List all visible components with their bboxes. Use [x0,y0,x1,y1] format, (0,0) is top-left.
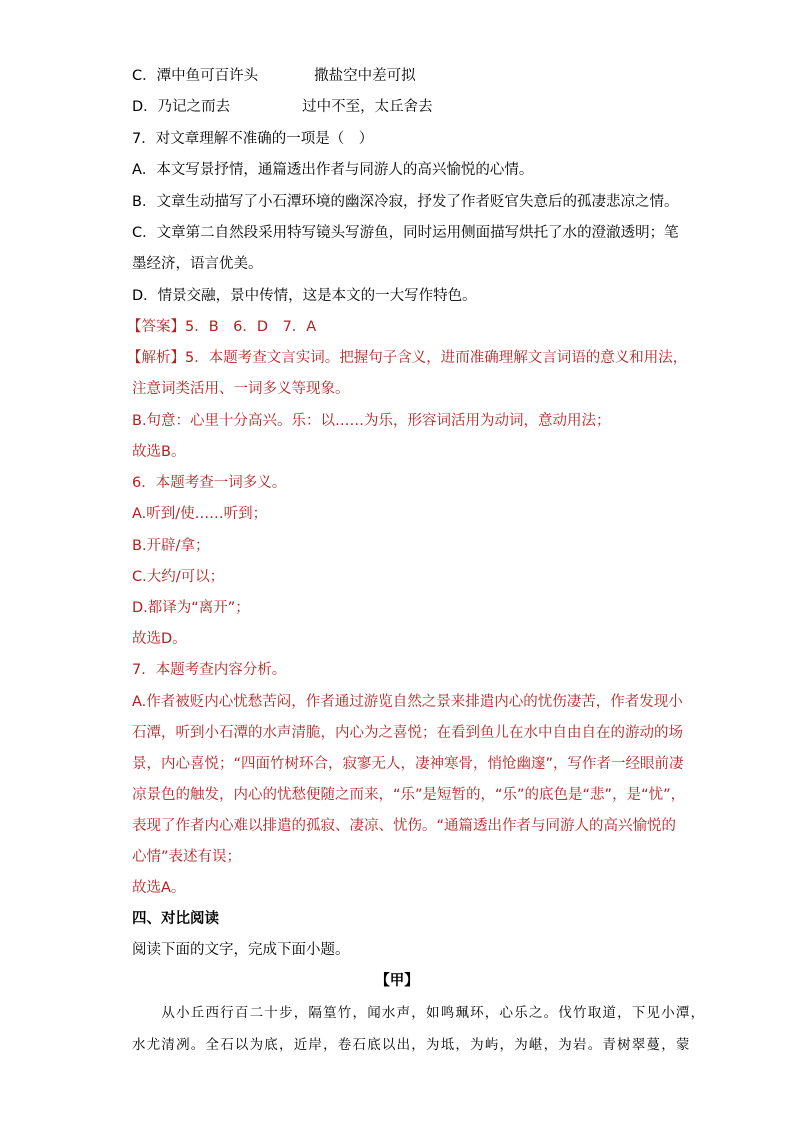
passage-line-2: 水尤清冽。全石以为底，近岸，卷石底以出，为坻，为屿，为嵁，为岩。青树翠蔓，蒙 [132,1037,691,1053]
q7-option-a: A．本文写景抒情，通篇透出作者与同游人的高兴愉悦的心情。 [132,162,534,178]
analysis-line-2: 注意词类活用、一词多义等现象。 [132,381,350,397]
analysis-line-8: C.大约/可以； [132,569,225,585]
passage-title: 【甲】 [375,973,419,989]
analysis-line-16: 表现了作者内心难以排遣的孤寂、凄凉、忧伤。“通篇透出作者与同游人的高兴愉悦的 [132,818,677,834]
analysis-line-10: 故选D。 [132,631,187,647]
option-c-left: C．潭中鱼可百许头 [132,68,259,84]
q7-option-d: D．情景交融，景中传情，这是本文的一大写作特色。 [132,288,477,304]
answer-label: 【答案】 [127,319,185,335]
analysis-line-5: 6．本题考查一词多义。 [132,475,287,491]
analysis-line-14: 景，内心喜悦；“四面竹树环合，寂寥无人，凄神寒骨，悄怆幽邃”，写作者一经眼前凄 [132,756,684,772]
passage-line-1: 从小丘西行百二十步，隔篁竹，闻水声，如鸣珮环，心乐之。伐竹取道，下见小潭， [132,1005,706,1021]
analysis-line-15: 凉景色的触发，内心的忧愁便随之而来，“乐”是短暂的，“乐”的底色是“悲”，是“忧”， [132,787,686,803]
analysis-line-6: A.听到/使……听到； [132,506,268,522]
analysis-line-18: 故选A。 [132,880,186,896]
analysis-line-9: D.都译为“离开”； [132,600,250,616]
analysis-line-13: 石潭，听到小石潭的水声清脆，内心为之喜悦；在看到鱼儿在水中自由自在的游动的场 [132,725,683,741]
analysis-line-3: B.句意：心里十分高兴。乐：以……为乐，形容词活用为动词，意动用法； [132,413,611,429]
analysis-line-4: 故选B。 [132,444,186,460]
option-c-row [132,66,677,86]
answer-text: 5．B 6．D 7．A [185,319,317,335]
answer-line [127,317,672,337]
analysis-line-11: 7．本题考查内容分析。 [132,662,287,678]
analysis-line-17: 心情”表述有误； [132,849,242,865]
option-d-right: 过中不至，太丘舍去 [302,99,433,115]
q7-stem: 7．对文章理解不准确的一项是（ ） [132,131,374,147]
analysis-line-12: A.作者被贬内心忧愁苦闷，作者通过游览自然之景来排遣内心的忧伤凄苦，作者发现小 [132,694,683,710]
section-heading: 四、对比阅读 [132,911,219,927]
option-c-right: 撒盐空中差可拟 [314,68,416,84]
analysis-line-7: B.开辟/拿； [132,538,210,554]
option-d-row [132,97,677,117]
section-instruction: 阅读下面的文字，完成下面小题。 [132,942,350,958]
analysis-label: 【解析】 [127,350,185,366]
q7-option-b: B．文章生动描写了小石潭环境的幽深冷寂，抒发了作者贬官失意后的孤凄悲凉之情。 [132,194,679,210]
option-d-left: D．乃记之而去 [132,99,231,115]
analysis-line-1: 【解析】5．本题考查文言实词。把握句子含义，进而准确理解文言词语的意义和用法， [127,350,688,366]
q7-option-c-line1: C．文章第二自然段采用特写镜头写游鱼，同时运用侧面描写烘托了水的澄澈透明；笔 [132,225,679,241]
q7-option-c-line2: 墨经济，语言优美。 [132,256,263,272]
